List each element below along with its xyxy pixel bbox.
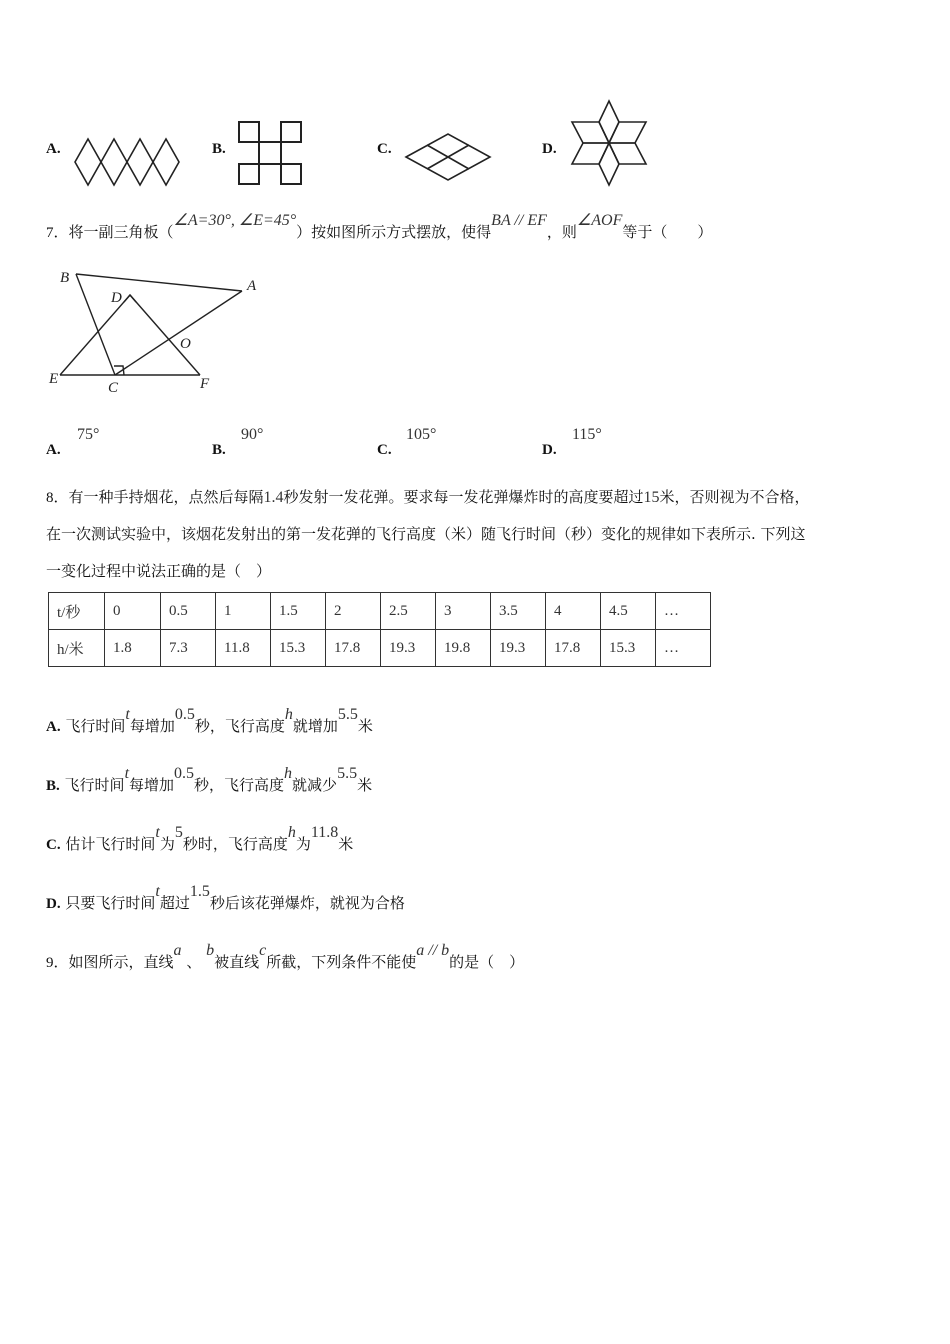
option-text: 为 <box>295 835 311 853</box>
option-math: 11.8 <box>310 824 339 841</box>
q8-stem-line-3: 一变化过程中说法正确的是（ ） <box>46 562 272 580</box>
option-math: 5.5 <box>337 765 358 782</box>
q8-option-c <box>46 824 354 855</box>
q8-option-b-label: B. <box>46 778 60 794</box>
option-text: 秒，飞行高度 <box>194 776 285 794</box>
q9-number: 9． <box>46 955 69 971</box>
q6-figure-a <box>70 134 180 190</box>
q7-text-1: 将一副三角板（ <box>68 223 174 241</box>
table-cell: … <box>656 593 711 630</box>
option-text: 只要飞行时间 <box>65 894 156 912</box>
q7-label-a: A <box>247 278 257 294</box>
q8-stem-line-1 <box>46 487 810 508</box>
option-text: 秒时，飞行高度 <box>182 835 288 853</box>
table-row <box>49 630 711 667</box>
option-math: 0.5 <box>174 706 195 723</box>
option-text: 估计飞行时间 <box>65 835 156 853</box>
q7-label-f: F <box>200 376 210 392</box>
q7-label-c: C <box>108 380 119 396</box>
q9-text-4: 的是（ ） <box>449 953 525 971</box>
q7-option-b-label: B. <box>212 442 226 458</box>
table-cell: 7.3 <box>161 630 216 667</box>
option-text: 飞行时间 <box>65 717 126 735</box>
table-cell: … <box>656 630 711 667</box>
q8-number: 8． <box>46 490 69 506</box>
q9-stem <box>46 942 525 973</box>
option-math: h <box>287 824 296 841</box>
option-text: 米 <box>338 835 354 853</box>
table-cell: 17.8 <box>546 630 601 667</box>
q9-line-a-math: a <box>173 942 182 959</box>
q6-option-a-label: A. <box>46 141 61 157</box>
option-text: 米 <box>357 717 373 735</box>
option-math: 0.5 <box>174 765 195 782</box>
table-cell: 3 <box>436 593 491 630</box>
q7-option-b-value: 90° <box>241 426 264 443</box>
option-text: 就增加 <box>292 717 338 735</box>
q7-number: 7． <box>46 225 69 241</box>
q7-stem <box>46 212 713 243</box>
q7-option-c-label: C. <box>377 442 392 458</box>
table-cell: 2.5 <box>381 593 436 630</box>
q7-parallel-math: BA // EF <box>491 212 547 229</box>
table-cell: t/秒 <box>49 593 105 630</box>
option-math: t <box>155 883 160 900</box>
q7-text-2: ）按如图所示方式摆放，使得 <box>296 223 492 241</box>
table-cell: 1 <box>216 593 271 630</box>
option-text: 每增加 <box>129 776 175 794</box>
table-cell: 15.3 <box>271 630 326 667</box>
option-text: 秒，飞行高度 <box>194 717 285 735</box>
table-cell: 19.8 <box>436 630 491 667</box>
table-cell: 15.3 <box>601 630 656 667</box>
table-cell: 3.5 <box>491 593 546 630</box>
table-cell: h/米 <box>49 630 105 667</box>
option-text: 飞行时间 <box>64 776 125 794</box>
table-cell: 4 <box>546 593 601 630</box>
option-math: h <box>284 765 293 782</box>
q8-text-2: 秒发射一发花弹。要求每一发花弹爆炸时的高度要超过 <box>283 488 644 506</box>
q8-stem-line-2: 在一次测试实验中，该烟花发射出的第一发花弹的飞行高度（米）随飞行时间（秒）变化的规律如下表所示. 下列这 <box>46 525 806 543</box>
table-cell: 0.5 <box>161 593 216 630</box>
q8-text-1: 有一种手持烟花，点然后每隔 <box>68 488 264 506</box>
q8-option-d-label: D. <box>46 896 61 912</box>
table-cell: 19.3 <box>381 630 436 667</box>
table-cell: 1.5 <box>271 593 326 630</box>
table-cell: 11.8 <box>216 630 271 667</box>
option-math: 5 <box>174 824 183 841</box>
q7-label-b: B <box>60 270 70 286</box>
q8-option-a <box>46 706 373 737</box>
option-math: t <box>124 765 130 782</box>
q7-option-a-label: A. <box>46 442 61 458</box>
q8-interval-math: 1.4 <box>263 489 284 506</box>
q9-text-1: 如图所示，直线 <box>68 953 174 971</box>
table-cell: 2 <box>326 593 381 630</box>
table-row <box>49 593 711 630</box>
q9-text-2: 被直线 <box>214 953 260 971</box>
table-cell: 0 <box>105 593 161 630</box>
q7-text-3: ，则 <box>546 223 577 241</box>
q8-option-b <box>46 765 373 796</box>
q9-text-3: 所截，下列条件不能使 <box>266 953 417 971</box>
q6-option-d-label: D. <box>542 141 557 157</box>
q7-label-d: D <box>111 290 122 306</box>
q7-angle-math: ∠AOF <box>576 212 623 229</box>
q7-condition-math: ∠A=30°, ∠E=45° <box>173 212 297 229</box>
q9-line-b-math: b <box>206 942 215 959</box>
option-text: 秒后该花弹爆炸，就视为合格 <box>209 894 405 912</box>
q7-option-d-value: 115° <box>572 426 602 443</box>
q7-option-c-value: 105° <box>406 426 437 443</box>
q8-option-c-label: C. <box>46 837 61 853</box>
option-math: 1.5 <box>189 883 210 900</box>
option-math: t <box>155 824 160 841</box>
table-cell: 19.3 <box>491 630 546 667</box>
table-cell: 1.8 <box>105 630 161 667</box>
q6-option-c-label: C. <box>377 141 392 157</box>
q9-separator: 、 <box>186 953 202 971</box>
q8-option-a-label: A. <box>46 719 61 735</box>
q7-label-o: O <box>180 336 191 352</box>
option-text: 就减少 <box>292 776 338 794</box>
q7-text-4: 等于（ ） <box>622 223 713 241</box>
q7-option-a-value: 75° <box>77 426 100 443</box>
q7-label-e: E <box>49 371 59 387</box>
q8-height-math: 15 <box>643 489 660 506</box>
q8-option-d <box>46 883 405 914</box>
q6-option-b-label: B. <box>212 141 226 157</box>
option-text: 米 <box>357 776 373 794</box>
option-math: 5.5 <box>337 706 358 723</box>
q7-option-d-label: D. <box>542 442 557 458</box>
q9-condition-math: a // b <box>416 942 450 959</box>
q6-figure-d <box>568 96 650 190</box>
q7-triangle-figure <box>40 262 280 402</box>
option-math: t <box>125 706 130 723</box>
q9-line-c-math: c <box>259 942 267 959</box>
option-text: 每增加 <box>129 717 175 735</box>
option-math: h <box>284 706 293 723</box>
table-cell: 17.8 <box>326 630 381 667</box>
q6-figure-c <box>402 130 494 186</box>
option-text: 为 <box>159 835 175 853</box>
q6-figure-b <box>235 118 305 188</box>
option-text: 超过 <box>159 894 190 912</box>
table-cell: 4.5 <box>601 593 656 630</box>
q8-text-3: 米，否则视为不合格， <box>659 488 810 506</box>
q8-data-table <box>48 592 711 667</box>
